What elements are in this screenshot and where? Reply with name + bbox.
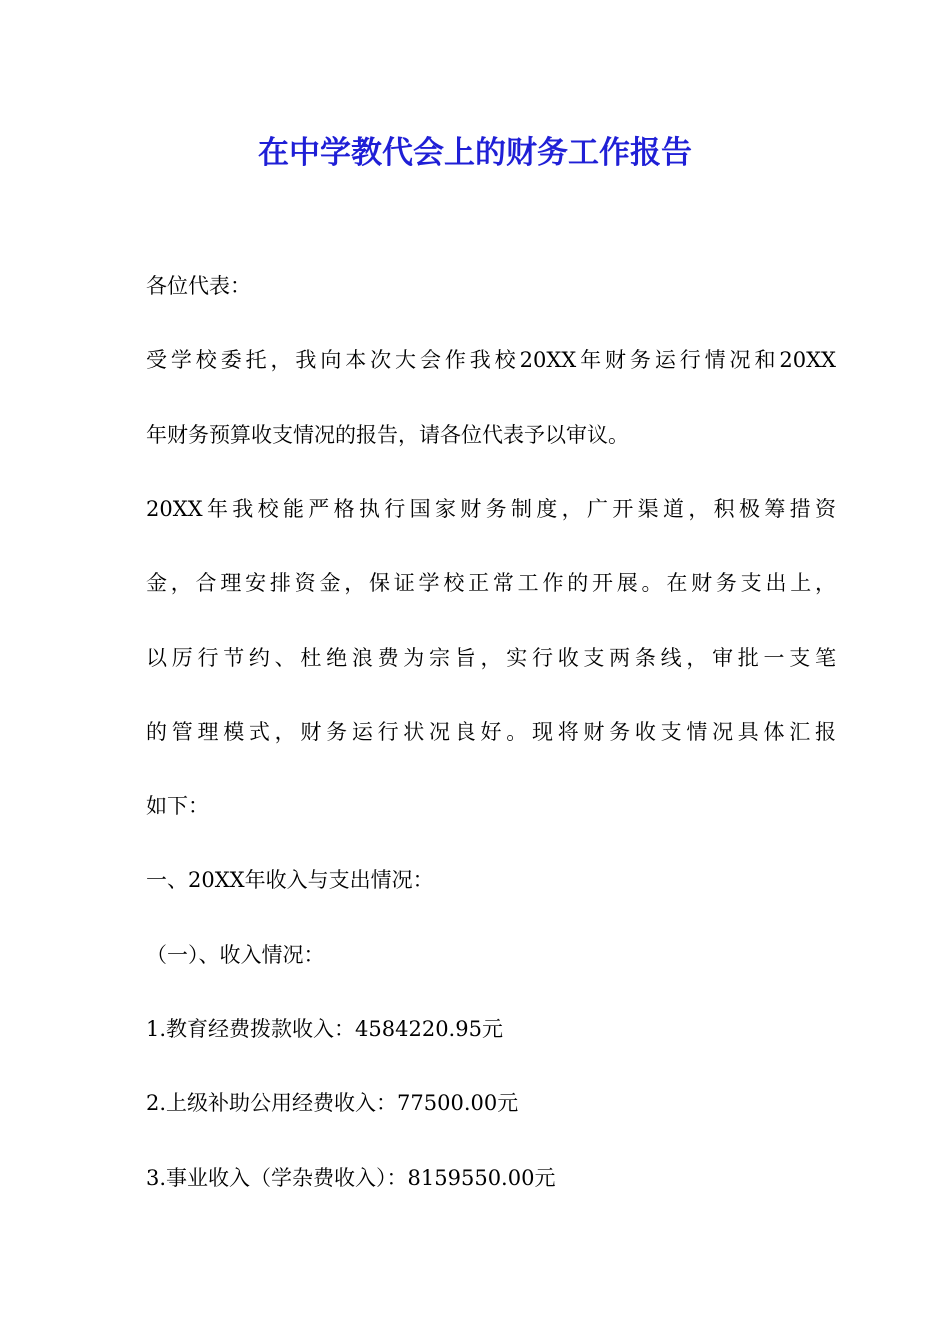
paragraph-1-line-1: 受学校委托，我向本次大会作我校20XX年财务运行情况和20XX (146, 348, 836, 372)
salutation: 各位代表： (146, 274, 251, 298)
paragraph-2-line-5: 如下： (146, 794, 209, 818)
document-title: 在中学教代会上的财务工作报告 (258, 135, 692, 171)
paragraph-2-line-3: 以厉行节约、杜绝浪费为宗旨，实行收支两条线，审批一支笔 (146, 646, 836, 670)
section-1-heading: 一、20XX年收入与支出情况： (146, 868, 434, 892)
subsection-1-heading: （一）、收入情况： (146, 943, 325, 967)
income-item: 3.事业收入（学杂费收入）：8159550.00元 (146, 1166, 556, 1190)
income-item: 2.上级补助公用经费收入：77500.00元 (146, 1091, 519, 1115)
paragraph-2-line-2: 金，合理安排资金，保证学校正常工作的开展。在财务支出上， (146, 571, 836, 595)
paragraph-2-line-1: 20XX年我校能严格执行国家财务制度，广开渠道，积极筹措资 (146, 497, 836, 521)
income-item: 1.教育经费拨款收入：4584220.95元 (146, 1017, 503, 1041)
paragraph-1-line-2: 年财务预算收支情况的报告，请各位代表予以审议。 (146, 423, 629, 447)
paragraph-2-line-4: 的管理模式，财务运行状况良好。现将财务收支情况具体汇报 (146, 720, 836, 744)
